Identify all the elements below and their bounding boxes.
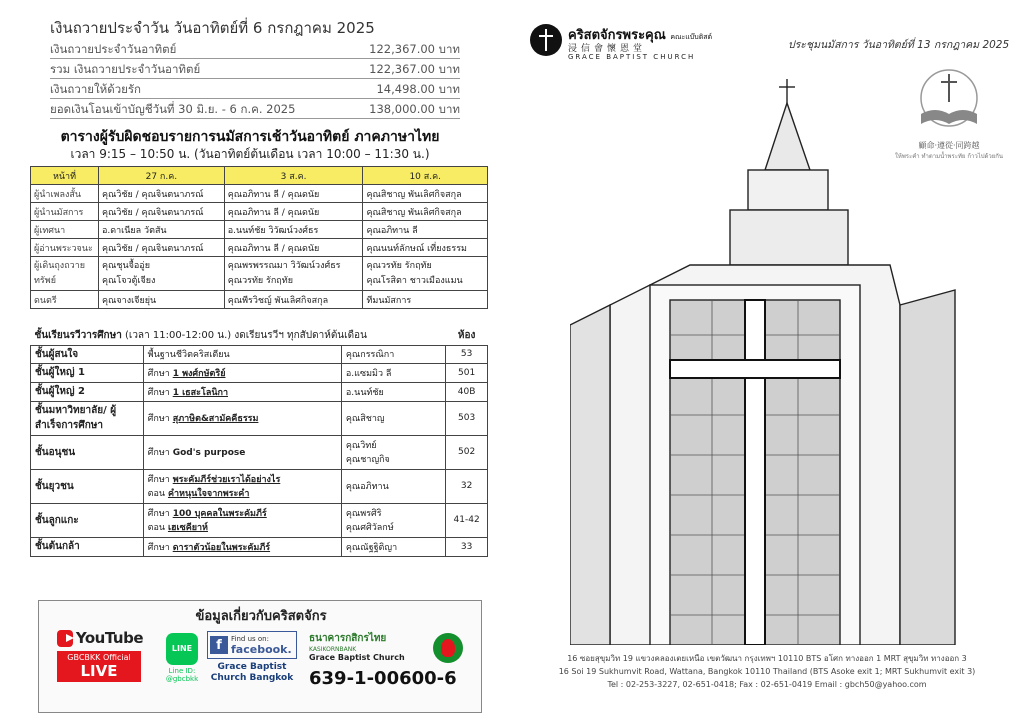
class-topic-prefix: ศึกษา [147,448,170,458]
class-topic [143,537,341,556]
class-header-title: ชั้นเรียนรวีวารศึกษา [34,330,122,342]
emblem-motto-cn: 顧命·遵從·同跨越 [918,141,980,150]
schedule-cell-line: คุณชุนจื้ออู่ย [102,260,150,271]
schedule-role: ดนตรี [31,291,99,309]
church-name-en: GRACE BAPTIST CHURCH [568,53,696,61]
schedule-cell: คุณวิชัย / คุณจินตนาภรณ์ [99,203,225,221]
class-name: ชั้นต้นกล้า [31,537,144,556]
class-name: ชั้นลูกแกะ [31,503,144,537]
schedule-header-row [31,167,488,185]
schedule-cell: คุณอภิทาน ลี / คุณดนัย [224,239,363,257]
youtube-live-badge [57,651,141,682]
schedule-cell: คุณวิชัย / คุณจินตนาภรณ์ [99,239,225,257]
schedule-cell: คุณพีรวิชญ์ พันเลิศกิจสกุล [224,291,363,309]
left-page [0,0,500,725]
class-name: ชั้นมหาวิทยาลัย/ ผู้สำเร็จการศึกษา [31,401,144,435]
class-row [31,345,488,363]
schedule-header: 3 ส.ค. [224,167,363,185]
class-topic [143,435,341,469]
schedule-cell-line: คุณวรทัย รักฤทัย [227,275,293,286]
offering-label: เงินถวายให้ด้วยรัก [50,82,142,96]
class-name: ชั้นผู้ใหญ่ 2 [31,382,144,401]
class-topic-title: ดาราตัวน้อยในพระคัมภีร์ [172,542,271,553]
youtube-live-text: LIVE [80,662,118,680]
offering-amount: 138,000.00 บาท [369,102,460,116]
class-teacher-line: คุณวิทย์ [345,441,377,451]
church-name-cn: 浸信會懷恩堂 [568,44,647,54]
class-table [30,327,488,557]
class-row [31,401,488,435]
class-header-room: ห้อง [446,327,488,345]
class-topic-prefix: ตอน [147,489,166,499]
class-teacher-line: คุณชาญกิจ [345,455,390,465]
schedule-role: ผู้นำนมัสการ [31,203,99,221]
schedule-title: ตารางผู้รับผิดชอบรายการนมัสการเช้าวันอาทิตย์ ภาคภาษาไทย [60,129,440,145]
schedule-cell: คุณจางเจียยุ่น [99,291,225,309]
schedule-cell: คุณสิชาญ พันเลิศกิจสกุล [363,203,488,221]
church-address [510,652,1024,691]
class-row [31,363,488,382]
class-teacher [341,503,445,537]
tower-top [748,170,828,210]
offering-label: เงินถวายประจำวันอาทิตย์ [50,42,177,56]
class-topic [143,363,341,382]
class-topic-title: เฮเซคียาห์ [167,523,208,533]
offering-amount: 122,367.00 บาท [369,42,460,56]
schedule-cell: คุณอภิทาน ลี / คุณดนัย [224,203,363,221]
left-wall [570,305,610,645]
schedule-cell-line: คุณโจวตู้เจียง [102,275,156,286]
line-icon: LINE [166,633,198,665]
class-room: 41-42 [446,503,488,537]
class-teacher-line: คุณพรศิริ [345,509,382,519]
side-wall [900,290,955,645]
church-info-box [38,600,482,713]
schedule-role: ผู้เดินถุงถวายทรัพย์ [31,257,99,291]
schedule-cell: คุณวิชัย / คุณจินตนาภรณ์ [99,185,225,203]
schedule-cell-line: คุณวรทัย รักฤทัย [366,260,432,271]
class-topic-title: 1 เธสะโลนิกา [172,387,228,398]
service-date: ประชุมนมัสการ วันอาทิตย์ที่ 13 กรกฎาคม 2025 [788,39,1010,51]
class-topic-prefix: ศึกษา [147,542,170,553]
schedule-table [30,166,488,309]
class-topic-title: God's purpose [172,448,246,458]
bank-name-en: KASIKORNBANK [309,646,357,653]
emblem-motto-th: ให้พระคำ ทำตามน้ำพระทัย ก้าวไปด้วยกัน [894,153,1004,160]
facebook-page-name: Grace Baptist Church Bangkok [210,662,294,683]
class-name: ชั้นผู้ใหญ่ 1 [31,363,144,382]
class-teacher: คุณณัฐฐิติญา [341,537,445,556]
schedule-row [31,291,488,309]
youtube-logo [57,629,143,647]
kbank-logo-icon [433,633,463,663]
large-cross-horizontal [670,360,840,378]
class-teacher: คุณสิชาญ [341,401,445,435]
class-teacher [341,435,445,469]
offering-label: ยอดเงินโอนเข้าบัญชีวันที่ 30 มิ.ย. - 6 ก.ค. 2025 [50,102,296,116]
schedule-row [31,257,488,291]
offering-row [50,80,460,99]
church-info-title: ข้อมูลเกี่ยวกับคริสตจักร [195,609,327,624]
youtube-wordmark: YouTube [75,629,143,647]
youtube-link[interactable] [57,629,143,682]
class-topic [143,382,341,401]
class-header [31,327,446,345]
schedule-header: 27 ก.ค. [99,167,225,185]
schedule-row [31,203,488,221]
class-row [31,435,488,469]
tower-mid [730,210,848,265]
church-logo-icon [530,24,562,56]
class-teacher: อ.นนท์ชัย [341,382,445,401]
schedule-cell-line: คุณพรพรรณมา วิวัฒน์วงศ์ธร [227,260,341,271]
class-name: ชั้นอนุชน [31,435,144,469]
schedule-cell [363,257,488,291]
offering-amount: 14,498.00 บาท [376,82,460,96]
class-room: 32 [446,469,488,503]
class-topic-prefix: ศึกษา [147,387,170,398]
schedule-header: 10 ส.ค. [363,167,488,185]
class-room: 53 [446,345,488,363]
bank-info [309,631,469,689]
class-teacher: คุณอภิทาน [341,469,445,503]
schedule-cell: คุณอภิทาน ลี / คุณดนัย [224,185,363,203]
class-row [31,503,488,537]
facebook-find-text: Find us on: [231,634,269,643]
schedule-cell: ทีมนมัสการ [363,291,488,309]
class-topic-prefix: ศึกษา [147,414,170,424]
class-topic-title: พระคัมภีร์ช่วยเราได้อย่างไร [172,475,281,485]
schedule-header: หน้าที่ [31,167,99,185]
class-topic [143,503,341,537]
bible-cross-icon [911,68,987,134]
schedule-cell: อ.นนท์ชัย วิวัฒน์วงศ์ธร [224,221,363,239]
class-topic-title: 1 พงศ์กษัตริย์ [172,368,226,379]
facebook-link[interactable] [207,631,297,684]
facebook-icon: f [210,636,228,654]
line-link[interactable] [159,633,205,683]
church-name-th-main: คริสตจักรพระคุณ [568,28,666,43]
offering-label: รวม เงินถวายประจำวันอาทิตย์ [50,62,201,76]
facebook-wordmark: facebook. [231,642,292,656]
class-teacher: คุณกรรณิกา [341,345,445,363]
schedule-role: ผู้เทศนา [31,221,99,239]
class-row [31,382,488,401]
church-name-th-small: คณะแบ๊บติสต์ [670,33,713,41]
schedule-role: ผู้นำเพลงสั้น [31,185,99,203]
schedule-cell [224,257,363,291]
class-topic [143,469,341,503]
bank-account-number: 639-1-00600-6 [309,668,457,689]
class-room: 502 [446,435,488,469]
class-topic-prefix: ศึกษา [147,509,170,519]
spire [765,103,810,170]
schedule-cell [99,257,225,291]
class-room: 33 [446,537,488,556]
class-topic: พื้นฐานชีวิตคริสเตียน [143,345,341,363]
schedule-cell: คุณอภิทาน ลี [363,221,488,239]
schedule-cell: คุณนนท์ลักษณ์ เที่ยงธรรม [363,239,488,257]
class-row [31,537,488,556]
class-topic-prefix: ตอน [147,523,166,533]
offering-row [50,100,460,119]
class-room: 40B [446,382,488,401]
class-name: ชั้นผู้สนใจ [31,345,144,363]
class-room: 501 [446,363,488,382]
class-header-row [31,327,488,345]
address-line: 16 Soi 19 Sukhumvit Road, Wattana, Bangkok 10110 Thailand (BTS Asoke exit 1; MRT Sukhumvit exit 3) [558,667,976,676]
contact-line: Tel : 02-253-3227, 02-651-0418; Fax : 02-651-0419 Email : gbch50@yahoo.com [607,680,927,689]
class-topic [143,401,341,435]
schedule-cell: อ.ดาเนียล วัตสัน [99,221,225,239]
class-header-note: (เวลา 11:00-12:00 น.) งดเรียนรวีฯ ทุกสัปดาห์ต้นเดือน [125,330,367,342]
schedule-subtitle: เวลา 9:15 – 10:50 น. (วันอาทิตย์ต้นเดือน เวลา 10:00 – 11:30 น.) [70,147,430,161]
large-cross-vertical [745,300,765,645]
offering-amount: 122,367.00 บาท [369,62,460,76]
schedule-cell: คุณสิชาญ พันเลิศกิจสกุล [363,185,488,203]
youtube-channel: GBCBKK Official [67,653,131,662]
schedule-row [31,239,488,257]
offering-row [50,60,460,79]
schedule-cell-line: คุณโรสิตา ชาวเมืองแมน [366,275,463,286]
class-room: 503 [446,401,488,435]
youtube-play-icon [57,630,73,647]
class-topic-prefix: ศึกษา [147,368,170,379]
class-topic-title: คำหนุนใจจากพระคำ [167,489,250,499]
bank-account-name: Grace Baptist Church [309,653,405,662]
class-row [31,469,488,503]
offering-title: เงินถวายประจำวัน วันอาทิตย์ที่ 6 กรกฎาคม 2025 [50,19,375,37]
address-line: 16 ซอยสุขุมวิท 19 แขวงคลองเตยเหนือ เขตวัฒนา กรุงเทพฯ 10110 BTS อโศก ทางออก 1 MRT สุขุมวิท ทางออก 3 [567,654,967,663]
theme-emblem [894,68,1004,161]
line-id: Line ID: @gbcbkk [165,667,199,683]
class-teacher-line: คุณศศิวัลกษ์ [345,523,394,533]
schedule-row [31,185,488,203]
right-page [510,0,1024,725]
facebook-words [231,635,292,656]
class-topic-title: 100 บุคคลในพระคัมภีร์ [172,509,267,519]
class-topic-prefix: ศึกษา [147,475,170,485]
facebook-badge [207,631,297,659]
class-teacher: อ.แซมมิว ลี [341,363,445,382]
bank-name-th: ธนาคารกสิกรไทย [309,633,387,644]
class-topic-title: สุภาษิต&สามัคคีธรรม [172,414,259,424]
schedule-row [31,221,488,239]
class-name: ชั้นยุวชน [31,469,144,503]
schedule-role: ผู้อ่านพระวจนะ [31,239,99,257]
offering-row [50,40,460,59]
